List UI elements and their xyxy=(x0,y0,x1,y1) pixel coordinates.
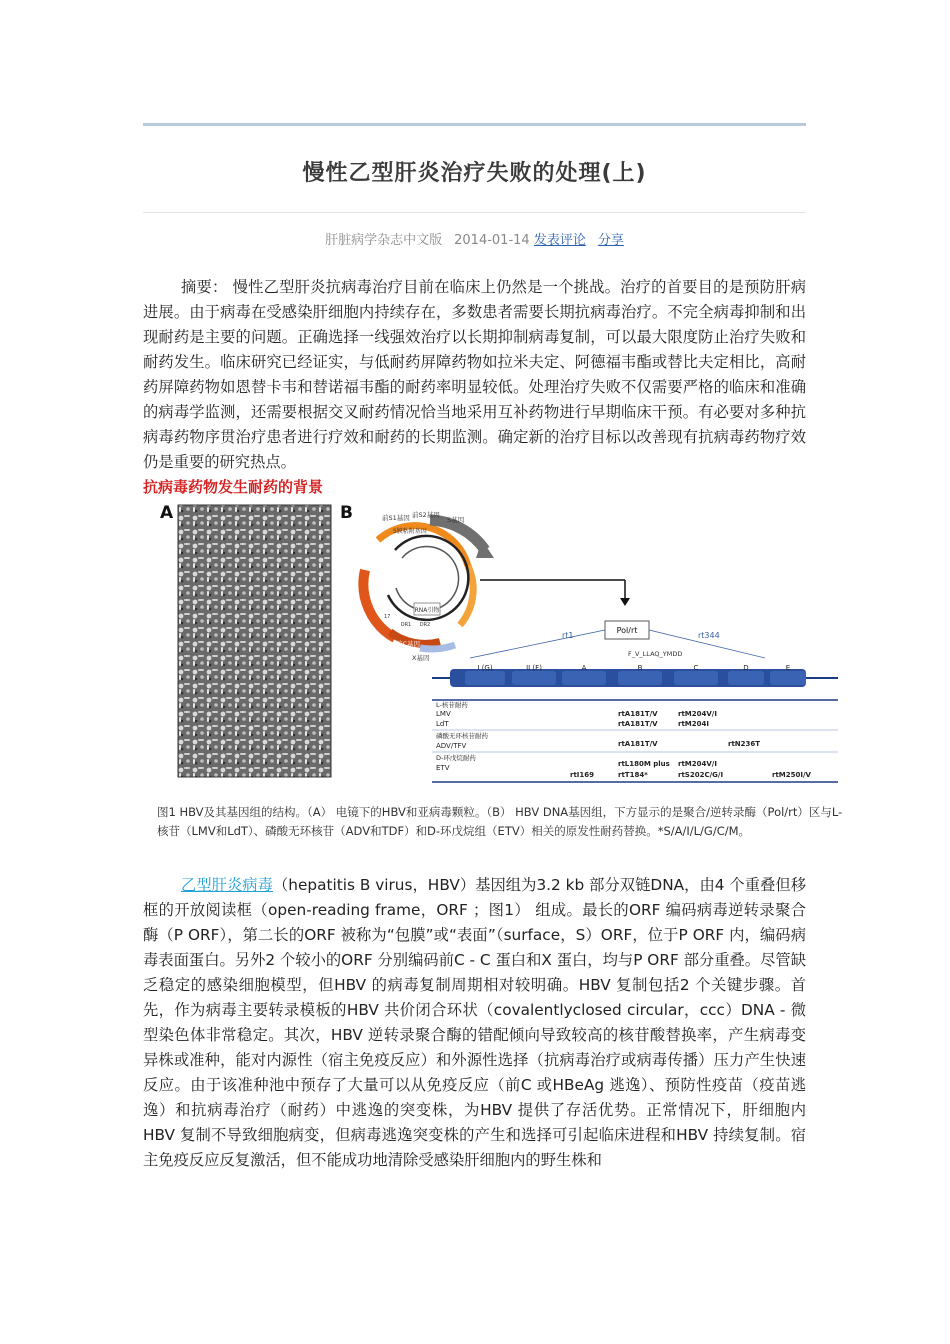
group-2-label: 磷酸无环核苷耐药 xyxy=(436,732,488,740)
section-heading: 抗病毒药物发生耐药的背景 xyxy=(143,478,324,496)
article-source: 肝脏病学杂志中文版 xyxy=(325,233,443,248)
figure-svg xyxy=(150,500,840,805)
body-text: （hepatitis B virus，HBV）基因组为3.2 kb 部分双链DNA，由4 个重叠但移框的开放阅读框（open-reading frame，ORF ；图1） 组成。最长的ORF 编码病毒逆转录聚合酶（P ORF），第二长的ORF 被称为“包膜”或“表面”（surface，S）ORF，位于P ORF 内，编码病毒表面蛋白。另外2 个较小的ORF 分别编码前C - C 蛋白和X 蛋白，均与P ORF 部分重叠。尽管缺乏稳定的感染细胞模型，但HBV 的病毒复制周期相对较明确。HBV 复制包括2 个关键步骤。首先，作为病毒主要转录模板的HBV 共价闭合环状（covalentlyclosed circular，ccc）DNA - 微型染色体非常稳定。其次，HBV 逆转录聚合酶的错配倾向导致较高的核苷酸替换率，产生病毒变异株或准种，能对内源性（宿主免疫反应）和外源性选择（抗病毒治疗或病毒传播）压力产生快速反应。由于该准种池中预存了大量可以从免疫反应（前C 或HBeAg 逃逸）、预防性疫苗（疫苗逃逸）和抗病毒治疗（耐药）中逃逸的突变株，为HBV 提供了存活优势。正常情况下，肝细胞内HBV 复制不导致细胞病变，但病毒逃逸突变株的产生和选择可引起临床进程和HBV 持续复制。宿主免疫反应反复激活，但不能成功地清除受感染肝细胞内的野生株和 xyxy=(143,876,806,1169)
etv-rts202: rtS202C/G/I xyxy=(678,771,724,779)
rt344-label: rt344 xyxy=(698,631,720,640)
drug-ldt: LdT xyxy=(436,720,449,728)
domain-e xyxy=(770,671,806,685)
comment-link[interactable]: 发表评论 xyxy=(533,233,586,248)
domain-label-ii: II (F) xyxy=(526,664,542,672)
lmv-rtm204: rtM204V/I xyxy=(678,710,717,718)
adv-rtn236: rtN236T xyxy=(728,740,761,748)
prec-gene-label: 前C基因 xyxy=(396,640,421,648)
rna-primer-label: RNA引物 xyxy=(414,607,440,614)
y-label: 17 xyxy=(384,614,391,620)
header-divider xyxy=(143,123,806,126)
motif-label: F_V_LLAQ_YMDD xyxy=(628,650,683,658)
domain-label-b: B xyxy=(637,664,643,672)
domain-b xyxy=(618,671,662,685)
adv-rta181: rtA181T/V xyxy=(618,740,658,748)
p-arc xyxy=(460,566,473,625)
s-gene-label: S基因 xyxy=(447,516,465,524)
pres1-label: 前S1基因 xyxy=(382,514,410,522)
title-divider xyxy=(143,212,806,213)
etv-rtl180: rtL180M plus xyxy=(618,760,670,768)
group-3-label: D-环戊烷耐药 xyxy=(436,754,476,762)
article-meta xyxy=(143,229,806,248)
domain-label-c: C xyxy=(693,664,699,672)
rt1-line xyxy=(470,630,605,658)
hbv-link[interactable]: 乙型肝炎病毒 xyxy=(181,876,273,894)
drug-lmv: LMV xyxy=(436,710,451,718)
group-1-label: L-核苷耐药 xyxy=(436,701,468,709)
figure-1 xyxy=(150,500,840,805)
domain-label-d: D xyxy=(743,664,749,672)
etv-rti169: rtI169 xyxy=(570,771,595,779)
rt1-label: rt1 xyxy=(562,631,574,640)
drug-etv: ETV xyxy=(436,764,450,772)
abstract-paragraph: 摘要： 慢性乙型肝炎抗病毒治疗目前在临床上仍然是一个挑战。治疗的首要目的是预防肝病进展。由于病毒在受感染肝细胞内持续存在，多数患者需要长期抗病毒治疗。不完全病毒抑制和出现耐药是主要的问题。正确选择一线强效治疗以长期抑制病毒复制，可以最大限度防止治疗失败和耐药发生。临床研究已经证实，与低耐药屏障药物如拉米夫定、阿德福韦酯或替比夫定相比，高耐药屏障药物如恩替卡韦和替诺福韦酯的耐药率明显较低。处理治疗失败不仅需要严格的临床和准确的病毒学监测，还需要根据交叉耐药情况恰当地采用互补药物进行早期临床干预。有必要对多种抗病毒药物序贯治疗患者进行疗效和耐药的长期监测。确定新的治疗目标以改善现有抗病毒药物疗效仍是重要的研究热点。 xyxy=(143,278,806,471)
figure-caption: 图1 HBV及其基因组的结构。（A） 电镜下的HBV和亚病毒颗粒。（B） HBV DNA基因组，下方显示的是聚合/逆转录酶（Pol/rt）区与L-核苷（LMV和LdT）、磷酸无环核苷（ADV和TDF）和D-环戊烷组（ETV）相关的原发性耐药替换。*S/A/I/L/G/C/M。 xyxy=(157,805,843,838)
x-gene-arc xyxy=(420,645,455,649)
pol-rt-label: Pol/rt xyxy=(616,626,638,635)
domain-label-i: I (G) xyxy=(477,664,493,672)
x-gene-label: X基因 xyxy=(412,654,430,662)
article-title: 慢性乙型肝炎治疗失败的处理(上) xyxy=(302,161,647,186)
domain-ii xyxy=(512,671,556,685)
c-gene-arc xyxy=(363,570,395,638)
domain-a xyxy=(562,671,606,685)
ldt-rta181: rtA181T/V xyxy=(618,720,658,728)
dr1-label: DR1 xyxy=(400,622,412,628)
etv-rtm204: rtM204V/I xyxy=(678,760,717,768)
domain-d xyxy=(728,671,764,685)
c-gene-label: C基因 xyxy=(351,601,367,622)
share-link[interactable]: 分享 xyxy=(597,233,624,248)
envelope-label: S膜粘附基因 xyxy=(393,528,427,535)
etv-rtt184: rtT184* xyxy=(618,771,648,779)
em-micrograph xyxy=(178,505,331,777)
lmv-rta181: rtA181T/V xyxy=(618,710,658,718)
panel-b-label: B xyxy=(340,503,353,523)
dr2-label: DR2 xyxy=(419,622,431,628)
drug-adv: ADV/TFV xyxy=(436,742,467,750)
ldt-rtm204: rtM204I xyxy=(678,720,709,728)
etv-rtm250: rtM250I/V xyxy=(772,771,811,779)
domain-c xyxy=(674,671,718,685)
arrowhead xyxy=(620,598,630,606)
article-date: 2014-01-14 xyxy=(454,233,530,248)
domain-label-e: E xyxy=(785,664,791,672)
domain-i xyxy=(465,671,505,685)
domain-label-a: A xyxy=(581,664,587,672)
body-paragraph xyxy=(143,873,806,1173)
inner-dna-strand-2 xyxy=(396,547,459,611)
pres2-label: 前S2基因 xyxy=(412,511,440,519)
panel-a-label: A xyxy=(160,503,174,523)
